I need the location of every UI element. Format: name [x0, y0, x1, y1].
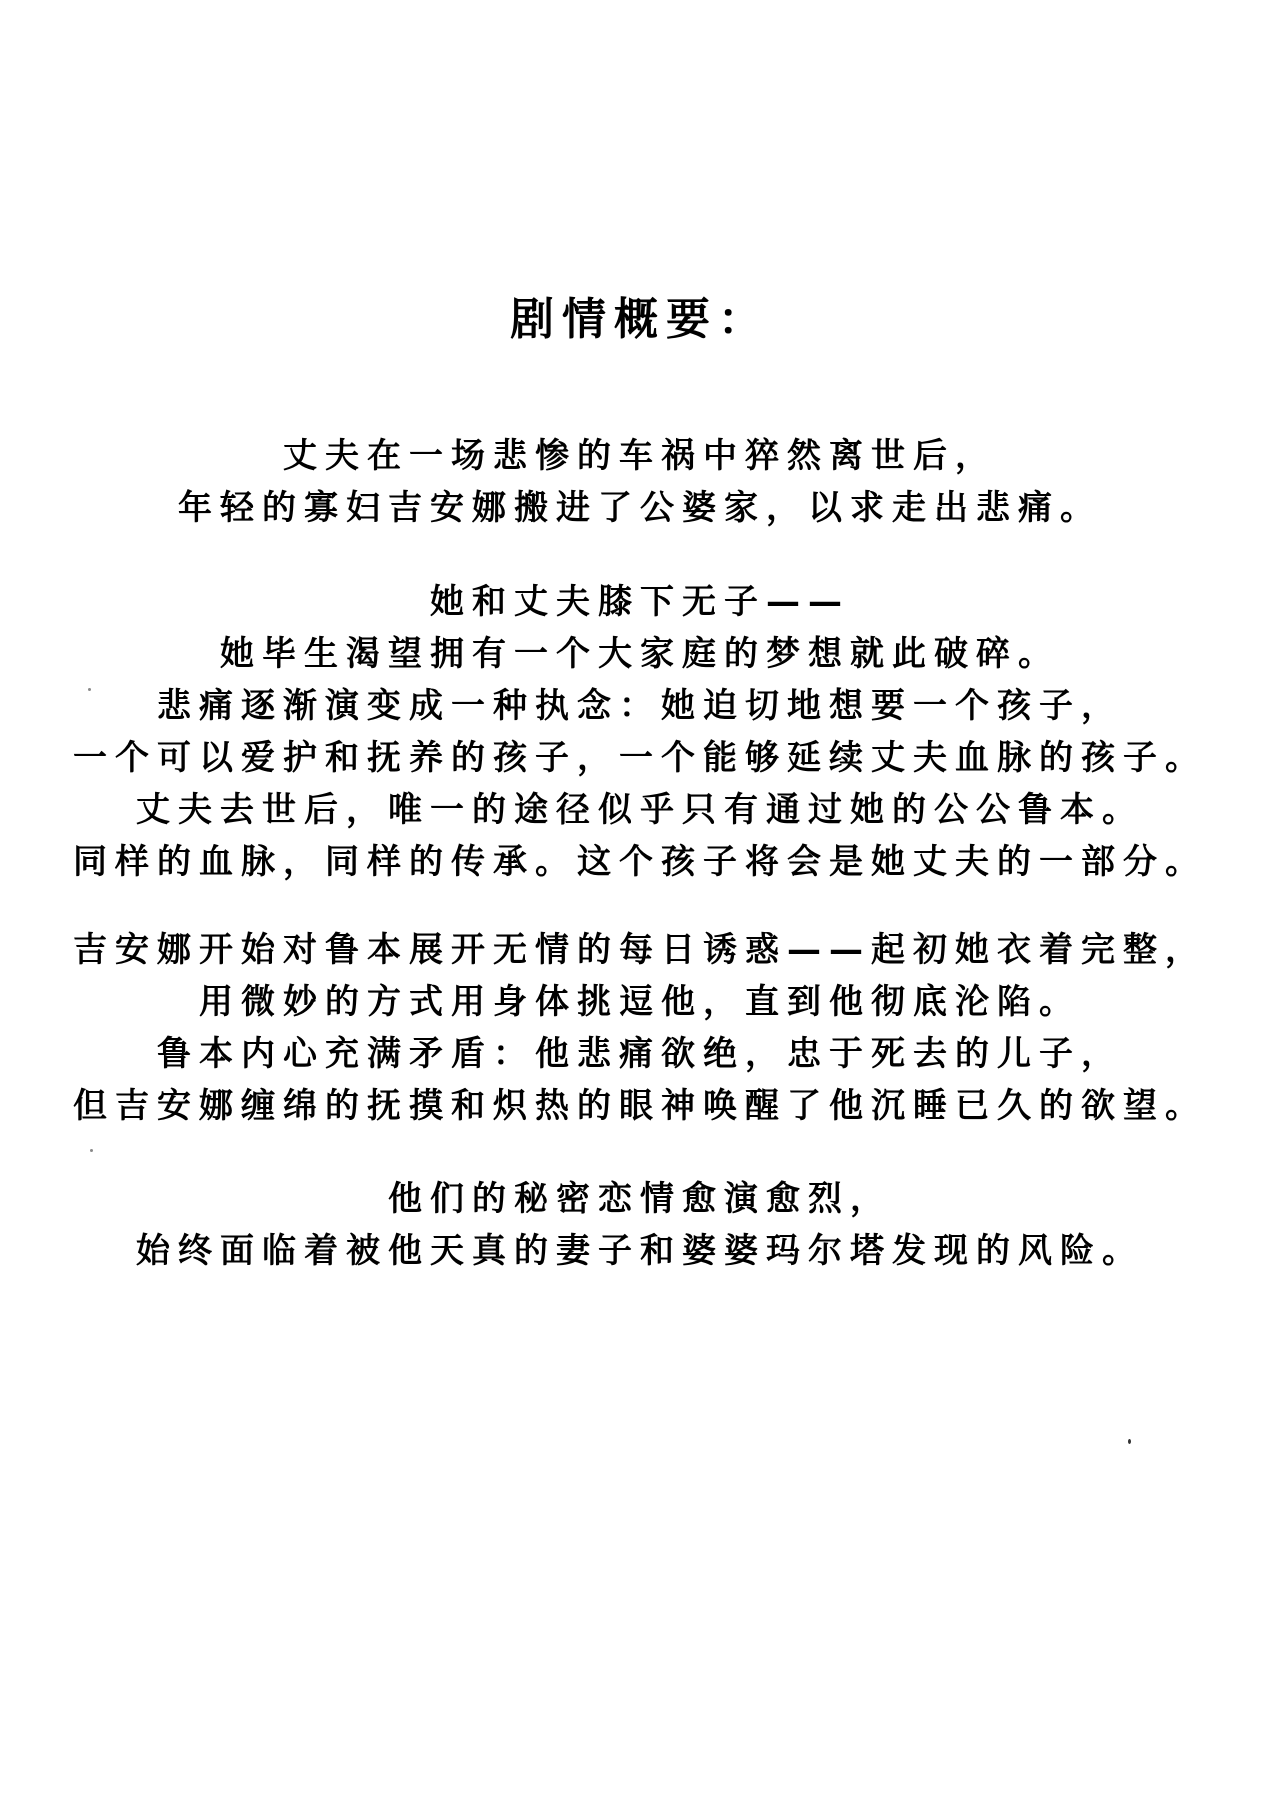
paragraph-1-line-2: 年轻的寡妇吉安娜搬进了公婆家，以求走出悲痛。	[178, 488, 1102, 528]
paragraph-3-line-4: 但吉安娜缠绵的抚摸和炽热的眼神唤醒了他沉睡已久的欲望。	[73, 1086, 1207, 1126]
scan-speck	[88, 688, 91, 691]
scan-speck	[90, 1149, 93, 1152]
paragraph-3-line-1: 吉安娜开始对鲁本展开无情的每日诱惑——起初她衣着完整，	[73, 930, 1207, 970]
page-title: 剧情概要：	[510, 294, 770, 345]
paragraph-2-line-2: 她毕生渴望拥有一个大家庭的梦想就此破碎。	[220, 634, 1060, 674]
scan-speck	[1128, 1439, 1131, 1444]
paragraph-4-line-2: 始终面临着被他天真的妻子和婆婆玛尔塔发现的风险。	[136, 1231, 1144, 1271]
paragraph-1-line-1: 丈夫在一场悲惨的车祸中猝然离世后，	[283, 436, 997, 476]
paragraph-2-line-6: 同样的血脉，同样的传承。这个孩子将会是她丈夫的一部分。	[73, 842, 1207, 882]
paragraph-2-line-1: 她和丈夫膝下无子——	[430, 582, 850, 622]
paragraph-3-line-3: 鲁本内心充满矛盾：他悲痛欲绝，忠于死去的儿子，	[157, 1034, 1123, 1074]
paragraph-2-line-5: 丈夫去世后，唯一的途径似乎只有通过她的公公鲁本。	[136, 790, 1144, 830]
paragraph-2-line-4: 一个可以爱护和抚养的孩子，一个能够延续丈夫血脉的孩子。	[73, 738, 1207, 778]
paragraph-3-line-2: 用微妙的方式用身体挑逗他，直到他彻底沦陷。	[199, 982, 1081, 1022]
paragraph-2-line-3: 悲痛逐渐演变成一种执念：她迫切地想要一个孩子，	[157, 686, 1123, 726]
paragraph-4-line-1: 他们的秘密恋情愈演愈烈，	[388, 1179, 892, 1219]
